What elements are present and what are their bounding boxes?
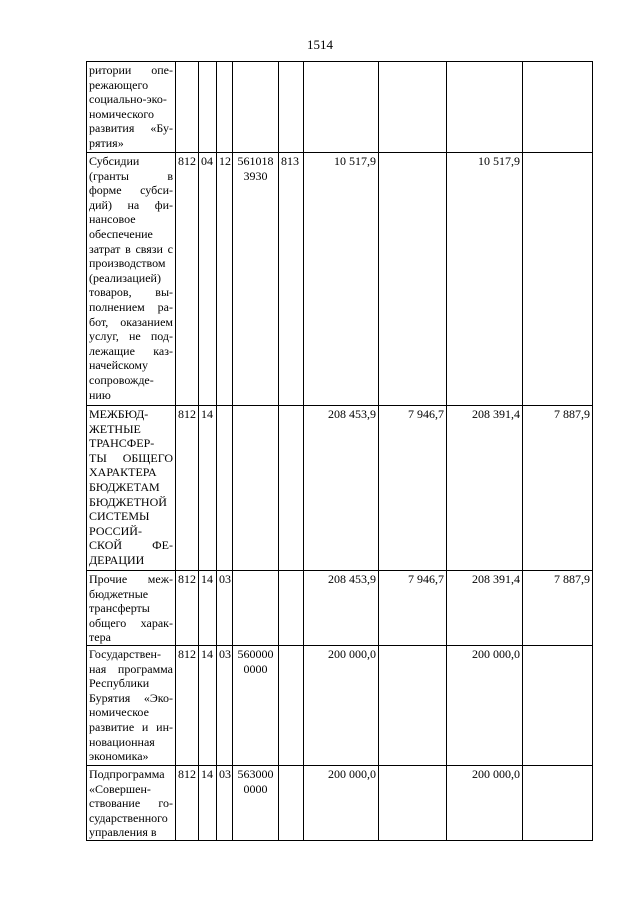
amount-total-first: 208 453,9 xyxy=(304,406,379,571)
row-name-line: развития «Бу- xyxy=(89,121,173,136)
row-name-line: (реализацией) xyxy=(89,270,161,285)
row-name-line: лежащие каз- xyxy=(89,343,173,358)
target-article-code-line: 0000 xyxy=(243,661,268,676)
expense-type-code xyxy=(279,765,304,840)
row-name-line: Государствен- xyxy=(89,646,161,661)
row-name-line: нансовое xyxy=(89,212,136,227)
row-name-line: ритории опе- xyxy=(89,63,173,77)
row-name-line: социально-эко- xyxy=(89,92,167,107)
row-name-line: трансферты xyxy=(89,601,150,616)
amount-subvention-first xyxy=(379,765,447,840)
row-name-line: Республики xyxy=(89,676,150,691)
ministry-code: 812 xyxy=(176,645,199,765)
amount-total-first xyxy=(304,62,379,153)
row-name xyxy=(87,62,176,153)
row-name-line: затрат в связи с xyxy=(89,241,173,256)
table-row xyxy=(87,406,593,571)
row-name xyxy=(87,406,176,571)
row-name xyxy=(87,765,176,840)
row-name-line: полнением ра- xyxy=(89,299,173,314)
amount-total-second: 208 391,4 xyxy=(447,406,523,571)
row-name-line: нию xyxy=(89,387,111,402)
row-name-line: МЕЖБЮД- xyxy=(89,407,149,421)
ministry-code: 812 xyxy=(176,153,199,406)
row-name-line: ДЕРАЦИИ xyxy=(89,552,145,567)
row-name-line: ТЫ ОБЩЕГО xyxy=(89,450,173,465)
amount-subvention-second: 7 887,9 xyxy=(523,406,593,571)
ministry-code: 812 xyxy=(176,571,199,646)
amount-total-first: 200 000,0 xyxy=(304,765,379,840)
row-name-line: Субсидии xyxy=(89,154,140,168)
amount-subvention-second xyxy=(523,62,593,153)
row-name-line: ная программа xyxy=(89,661,173,676)
amount-subvention-first: 7 946,7 xyxy=(379,406,447,571)
row-name-line: управления в xyxy=(89,825,157,840)
page-number: 1514 xyxy=(307,37,333,52)
amount-total-second xyxy=(447,62,523,153)
row-name-line: БЮДЖЕТНОЙ xyxy=(89,494,167,509)
row-name-line: ТРАНСФЕР- xyxy=(89,436,155,451)
expense-type-code xyxy=(279,645,304,765)
row-name-line: рятия» xyxy=(89,135,124,150)
row-name-line: сударственного xyxy=(89,810,168,825)
section-code xyxy=(199,62,217,153)
row-name-line: Подпрограмма xyxy=(89,766,165,781)
row-name-line: тера xyxy=(89,630,111,645)
expense-type-code: 813 xyxy=(279,153,304,406)
row-name-line: режающего xyxy=(89,77,149,92)
section-code: 14 xyxy=(199,765,217,840)
row-name-line: Прочие меж- xyxy=(89,572,173,586)
table-row xyxy=(87,571,593,646)
row-name-line: БЮДЖЕТАМ xyxy=(89,479,160,494)
amount-total-second: 200 000,0 xyxy=(447,645,523,765)
section-code: 14 xyxy=(199,406,217,571)
subsection-code: 12 xyxy=(217,153,233,406)
amount-subvention-second xyxy=(523,645,593,765)
row-name-line: бюджетные xyxy=(89,586,149,601)
expense-type-code xyxy=(279,406,304,571)
amount-subvention-first xyxy=(379,62,447,153)
row-name-line: товаров, вы- xyxy=(89,285,173,300)
target-article-code xyxy=(233,571,279,646)
amount-total-first: 10 517,9 xyxy=(304,153,379,406)
row-name xyxy=(87,645,176,765)
row-name-line: номическое xyxy=(89,705,149,720)
row-name-line: РОССИЙ- xyxy=(89,523,142,538)
target-article-code-line: 563000 xyxy=(237,766,274,781)
row-name-line: услуг, не под- xyxy=(89,329,173,344)
amount-total-second: 10 517,9 xyxy=(447,153,523,406)
table-row xyxy=(87,62,593,153)
section-code: 14 xyxy=(199,571,217,646)
amount-subvention-first xyxy=(379,645,447,765)
amount-subvention-second xyxy=(523,765,593,840)
row-name-line: развитие и ин- xyxy=(89,719,173,734)
expense-type-code xyxy=(279,571,304,646)
row-name-line: номического xyxy=(89,106,155,121)
section-code: 14 xyxy=(199,645,217,765)
expense-type-code xyxy=(279,62,304,153)
row-name-line: дий) на фи- xyxy=(89,197,173,212)
amount-subvention-first: 7 946,7 xyxy=(379,571,447,646)
amount-total-second: 208 391,4 xyxy=(447,571,523,646)
amount-total-first: 208 453,9 xyxy=(304,571,379,646)
subsection-code: 03 xyxy=(217,645,233,765)
ministry-code: 812 xyxy=(176,765,199,840)
amount-total-first: 200 000,0 xyxy=(304,645,379,765)
ministry-code: 812 xyxy=(176,406,199,571)
target-article-code xyxy=(233,765,279,840)
row-name-line: ствование го- xyxy=(89,796,173,811)
table-row xyxy=(87,765,593,840)
row-name-line: ЖЕТНЫЕ xyxy=(89,421,141,436)
row-name-line: Бурятия «Эко- xyxy=(89,690,173,705)
row-name-line: обеспечение xyxy=(89,226,153,241)
row-name-line: сопровожде- xyxy=(89,372,154,387)
amount-total-second: 200 000,0 xyxy=(447,765,523,840)
budget-table xyxy=(86,61,593,841)
row-name-line: экономика» xyxy=(89,749,149,764)
row-name-line: СИСТЕМЫ xyxy=(89,509,150,524)
row-name-line: форме субси- xyxy=(89,183,173,198)
row-name-line: новационная xyxy=(89,734,155,749)
target-article-code xyxy=(233,406,279,571)
row-name-line: «Совершен- xyxy=(89,781,151,796)
target-article-code xyxy=(233,62,279,153)
row-name-line: начейскому xyxy=(89,358,148,373)
section-code: 04 xyxy=(199,153,217,406)
row-name-line: СКОЙ ФЕ- xyxy=(89,538,173,553)
target-article-code xyxy=(233,645,279,765)
row-name-line: бот, оказанием xyxy=(89,314,173,329)
amount-subvention-first xyxy=(379,153,447,406)
ministry-code xyxy=(176,62,199,153)
target-article-code-line: 3930 xyxy=(243,168,268,183)
subsection-code xyxy=(217,406,233,571)
row-name-line: общего харак- xyxy=(89,615,173,630)
subsection-code xyxy=(217,62,233,153)
subsection-code: 03 xyxy=(217,571,233,646)
subsection-code: 03 xyxy=(217,765,233,840)
row-name-line: производством xyxy=(89,256,166,271)
row-name xyxy=(87,153,176,406)
row-name-line: ХАРАКТЕРА xyxy=(89,465,157,480)
target-article-code-line: 560000 xyxy=(237,646,274,661)
table-row xyxy=(87,645,593,765)
row-name xyxy=(87,571,176,646)
row-name-line: (гранты в xyxy=(89,168,173,183)
target-article-code xyxy=(233,153,279,406)
amount-subvention-second: 7 887,9 xyxy=(523,571,593,646)
target-article-code-line: 561018 xyxy=(237,154,274,168)
table-row xyxy=(87,153,593,406)
amount-subvention-second xyxy=(523,153,593,406)
target-article-code-line: 0000 xyxy=(243,781,268,796)
